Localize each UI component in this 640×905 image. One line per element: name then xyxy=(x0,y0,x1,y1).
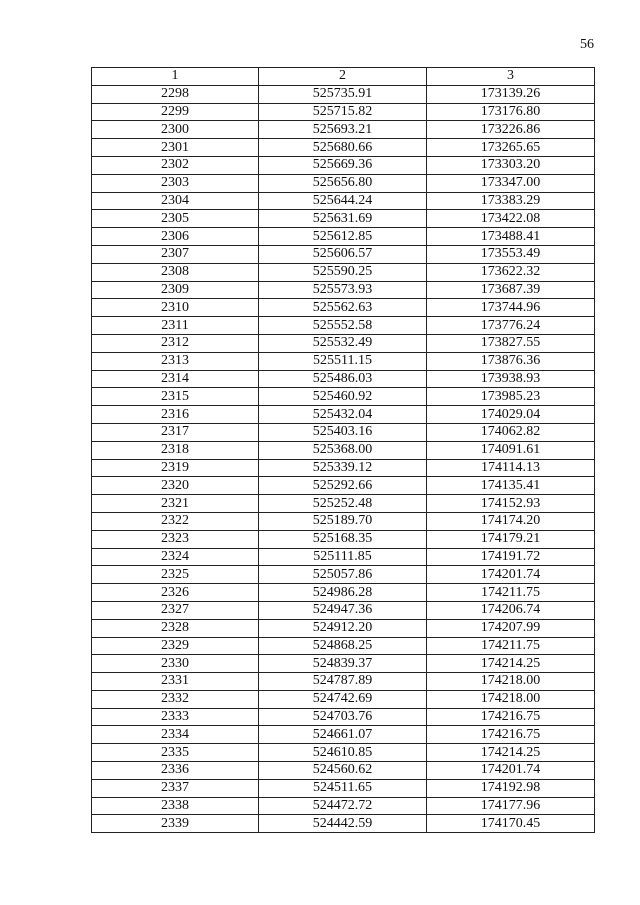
table-row xyxy=(92,762,595,780)
table-row xyxy=(92,263,595,281)
point-number-cell: 2300 xyxy=(92,121,259,139)
y-coordinate-cell: 173776.24 xyxy=(427,317,595,335)
point-number-cell: 2308 xyxy=(92,263,259,281)
table-row xyxy=(92,530,595,548)
y-coordinate-cell: 174174.20 xyxy=(427,512,595,530)
y-coordinate-cell: 174170.45 xyxy=(427,815,595,833)
table-row xyxy=(92,352,595,370)
x-coordinate-cell: 525644.24 xyxy=(259,192,427,210)
column-header-1: 1 xyxy=(92,68,259,86)
table-header-row xyxy=(92,68,595,86)
point-number-cell: 2314 xyxy=(92,370,259,388)
x-coordinate-cell: 524511.65 xyxy=(259,779,427,797)
point-number-cell: 2303 xyxy=(92,174,259,192)
point-number-cell: 2298 xyxy=(92,85,259,103)
y-coordinate-cell: 174179.21 xyxy=(427,530,595,548)
table-body xyxy=(92,85,595,832)
table-row xyxy=(92,192,595,210)
point-number-cell: 2325 xyxy=(92,566,259,584)
point-number-cell: 2305 xyxy=(92,210,259,228)
y-coordinate-cell: 173744.96 xyxy=(427,299,595,317)
y-coordinate-cell: 174207.99 xyxy=(427,619,595,637)
point-number-cell: 2328 xyxy=(92,619,259,637)
y-coordinate-cell: 173139.26 xyxy=(427,85,595,103)
table-row xyxy=(92,228,595,246)
point-number-cell: 2322 xyxy=(92,512,259,530)
table-row xyxy=(92,708,595,726)
x-coordinate-cell: 524472.72 xyxy=(259,797,427,815)
x-coordinate-cell: 524442.59 xyxy=(259,815,427,833)
x-coordinate-cell: 524610.85 xyxy=(259,744,427,762)
x-coordinate-cell: 525486.03 xyxy=(259,370,427,388)
point-number-cell: 2317 xyxy=(92,423,259,441)
y-coordinate-cell: 174211.75 xyxy=(427,584,595,602)
x-coordinate-cell: 525511.15 xyxy=(259,352,427,370)
table-row xyxy=(92,174,595,192)
point-number-cell: 2326 xyxy=(92,584,259,602)
x-coordinate-cell: 524703.76 xyxy=(259,708,427,726)
y-coordinate-cell: 173226.86 xyxy=(427,121,595,139)
y-coordinate-cell: 174214.25 xyxy=(427,655,595,673)
point-number-cell: 2316 xyxy=(92,406,259,424)
table-row xyxy=(92,655,595,673)
x-coordinate-cell: 525339.12 xyxy=(259,459,427,477)
y-coordinate-cell: 173985.23 xyxy=(427,388,595,406)
x-coordinate-cell: 525111.85 xyxy=(259,548,427,566)
table-row xyxy=(92,797,595,815)
x-coordinate-cell: 525292.66 xyxy=(259,477,427,495)
column-header-2: 2 xyxy=(259,68,427,86)
table-row xyxy=(92,423,595,441)
y-coordinate-cell: 173347.00 xyxy=(427,174,595,192)
y-coordinate-cell: 174177.96 xyxy=(427,797,595,815)
y-coordinate-cell: 173303.20 xyxy=(427,156,595,174)
y-coordinate-cell: 174114.13 xyxy=(427,459,595,477)
table-row xyxy=(92,370,595,388)
x-coordinate-cell: 525573.93 xyxy=(259,281,427,299)
table-row xyxy=(92,299,595,317)
x-coordinate-cell: 525460.92 xyxy=(259,388,427,406)
x-coordinate-cell: 524661.07 xyxy=(259,726,427,744)
table-row xyxy=(92,744,595,762)
y-coordinate-cell: 174218.00 xyxy=(427,673,595,691)
x-coordinate-cell: 525590.25 xyxy=(259,263,427,281)
y-coordinate-cell: 174216.75 xyxy=(427,726,595,744)
point-number-cell: 2304 xyxy=(92,192,259,210)
y-coordinate-cell: 174062.82 xyxy=(427,423,595,441)
x-coordinate-cell: 525680.66 xyxy=(259,139,427,157)
x-coordinate-cell: 525656.80 xyxy=(259,174,427,192)
y-coordinate-cell: 174152.93 xyxy=(427,495,595,513)
point-number-cell: 2332 xyxy=(92,690,259,708)
y-coordinate-cell: 174218.00 xyxy=(427,690,595,708)
x-coordinate-cell: 525532.49 xyxy=(259,334,427,352)
y-coordinate-cell: 174029.04 xyxy=(427,406,595,424)
table-row xyxy=(92,690,595,708)
x-coordinate-cell: 525693.21 xyxy=(259,121,427,139)
table-row xyxy=(92,156,595,174)
y-coordinate-cell: 174206.74 xyxy=(427,601,595,619)
y-coordinate-cell: 173488.41 xyxy=(427,228,595,246)
point-number-cell: 2309 xyxy=(92,281,259,299)
point-number-cell: 2329 xyxy=(92,637,259,655)
point-number-cell: 2307 xyxy=(92,245,259,263)
point-number-cell: 2320 xyxy=(92,477,259,495)
y-coordinate-cell: 173383.29 xyxy=(427,192,595,210)
x-coordinate-cell: 524868.25 xyxy=(259,637,427,655)
x-coordinate-cell: 525735.91 xyxy=(259,85,427,103)
y-coordinate-cell: 174091.61 xyxy=(427,441,595,459)
point-number-cell: 2315 xyxy=(92,388,259,406)
x-coordinate-cell: 525252.48 xyxy=(259,495,427,513)
point-number-cell: 2337 xyxy=(92,779,259,797)
point-number-cell: 2301 xyxy=(92,139,259,157)
x-coordinate-cell: 525552.58 xyxy=(259,317,427,335)
point-number-cell: 2335 xyxy=(92,744,259,762)
point-number-cell: 2339 xyxy=(92,815,259,833)
x-coordinate-cell: 524560.62 xyxy=(259,762,427,780)
point-number-cell: 2306 xyxy=(92,228,259,246)
point-number-cell: 2310 xyxy=(92,299,259,317)
table-row xyxy=(92,815,595,833)
table-row xyxy=(92,512,595,530)
table-row xyxy=(92,477,595,495)
table-row xyxy=(92,281,595,299)
x-coordinate-cell: 524839.37 xyxy=(259,655,427,673)
y-coordinate-cell: 174211.75 xyxy=(427,637,595,655)
table-row xyxy=(92,317,595,335)
point-number-cell: 2318 xyxy=(92,441,259,459)
table-row xyxy=(92,406,595,424)
table-row xyxy=(92,441,595,459)
coordinates-table xyxy=(91,67,595,833)
table-row xyxy=(92,566,595,584)
table-row xyxy=(92,495,595,513)
point-number-cell: 2327 xyxy=(92,601,259,619)
point-number-cell: 2336 xyxy=(92,762,259,780)
table-row xyxy=(92,103,595,121)
y-coordinate-cell: 174135.41 xyxy=(427,477,595,495)
point-number-cell: 2338 xyxy=(92,797,259,815)
page-number: 56 xyxy=(580,37,594,52)
table-row xyxy=(92,637,595,655)
table-row xyxy=(92,548,595,566)
y-coordinate-cell: 173827.55 xyxy=(427,334,595,352)
point-number-cell: 2321 xyxy=(92,495,259,513)
table-row xyxy=(92,245,595,263)
x-coordinate-cell: 525612.85 xyxy=(259,228,427,246)
table-row xyxy=(92,210,595,228)
y-coordinate-cell: 174192.98 xyxy=(427,779,595,797)
point-number-cell: 2330 xyxy=(92,655,259,673)
point-number-cell: 2312 xyxy=(92,334,259,352)
point-number-cell: 2334 xyxy=(92,726,259,744)
y-coordinate-cell: 173176.80 xyxy=(427,103,595,121)
table-row xyxy=(92,601,595,619)
x-coordinate-cell: 525562.63 xyxy=(259,299,427,317)
table-row xyxy=(92,673,595,691)
y-coordinate-cell: 173622.32 xyxy=(427,263,595,281)
point-number-cell: 2311 xyxy=(92,317,259,335)
point-number-cell: 2331 xyxy=(92,673,259,691)
y-coordinate-cell: 174201.74 xyxy=(427,762,595,780)
y-coordinate-cell: 173422.08 xyxy=(427,210,595,228)
table-row xyxy=(92,121,595,139)
y-coordinate-cell: 174191.72 xyxy=(427,548,595,566)
table-row xyxy=(92,139,595,157)
x-coordinate-cell: 525368.00 xyxy=(259,441,427,459)
x-coordinate-cell: 524947.36 xyxy=(259,601,427,619)
y-coordinate-cell: 173876.36 xyxy=(427,352,595,370)
y-coordinate-cell: 174216.75 xyxy=(427,708,595,726)
table-row xyxy=(92,388,595,406)
table-row xyxy=(92,584,595,602)
point-number-cell: 2302 xyxy=(92,156,259,174)
y-coordinate-cell: 174201.74 xyxy=(427,566,595,584)
x-coordinate-cell: 524742.69 xyxy=(259,690,427,708)
x-coordinate-cell: 525189.70 xyxy=(259,512,427,530)
point-number-cell: 2313 xyxy=(92,352,259,370)
x-coordinate-cell: 525631.69 xyxy=(259,210,427,228)
point-number-cell: 2323 xyxy=(92,530,259,548)
x-coordinate-cell: 525669.36 xyxy=(259,156,427,174)
point-number-cell: 2324 xyxy=(92,548,259,566)
x-coordinate-cell: 525606.57 xyxy=(259,245,427,263)
x-coordinate-cell: 525715.82 xyxy=(259,103,427,121)
table-row xyxy=(92,85,595,103)
y-coordinate-cell: 174214.25 xyxy=(427,744,595,762)
x-coordinate-cell: 525432.04 xyxy=(259,406,427,424)
point-number-cell: 2333 xyxy=(92,708,259,726)
x-coordinate-cell: 525403.16 xyxy=(259,423,427,441)
x-coordinate-cell: 524986.28 xyxy=(259,584,427,602)
table-row xyxy=(92,334,595,352)
table-row xyxy=(92,459,595,477)
column-header-3: 3 xyxy=(427,68,595,86)
x-coordinate-cell: 524912.20 xyxy=(259,619,427,637)
table-row xyxy=(92,619,595,637)
x-coordinate-cell: 525057.86 xyxy=(259,566,427,584)
y-coordinate-cell: 173938.93 xyxy=(427,370,595,388)
y-coordinate-cell: 173265.65 xyxy=(427,139,595,157)
table-row xyxy=(92,726,595,744)
x-coordinate-cell: 525168.35 xyxy=(259,530,427,548)
x-coordinate-cell: 524787.89 xyxy=(259,673,427,691)
point-number-cell: 2299 xyxy=(92,103,259,121)
y-coordinate-cell: 173687.39 xyxy=(427,281,595,299)
y-coordinate-cell: 173553.49 xyxy=(427,245,595,263)
table-row xyxy=(92,779,595,797)
point-number-cell: 2319 xyxy=(92,459,259,477)
